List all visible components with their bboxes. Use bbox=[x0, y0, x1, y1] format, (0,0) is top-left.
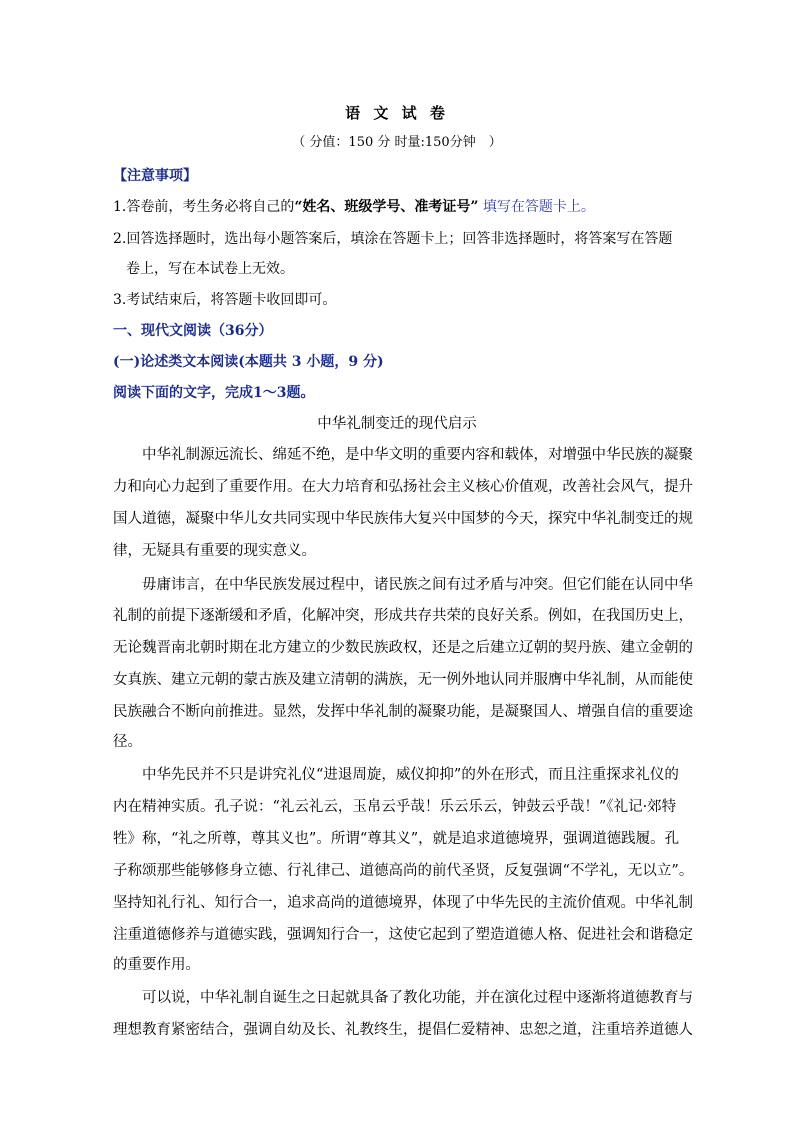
passage-line: 律，无疑具有重要的现实意义。 bbox=[113, 543, 316, 559]
notice-item-2-line-1: 2.回答选择题时，选出每小题答案后，填涂在答题卡上；回答非选择题时，将答案写在答题 bbox=[113, 231, 673, 247]
passage-line: 可以说，中华礼制自诞生之日起就具备了教化功能，并在演化过程中逐渐将道德教育与 bbox=[142, 990, 693, 1006]
section-subheading: (一)论述类文本阅读(本题共 3 小题，9 分) bbox=[113, 354, 384, 370]
notice-item-2-line-2: 卷上，写在本试卷上无效。 bbox=[126, 261, 294, 277]
passage-line: 中华先民并不只是讲究礼仪“进退周旋，威仪抑抑”的外在形式，而且注重探求礼仪的 bbox=[142, 767, 679, 783]
passage-line: 无论魏晋南北朝时期在北方建立的少数民族政权，还是之后建立辽朝的契丹族、建立金朝的 bbox=[113, 640, 693, 656]
section-instruction: 阅读下面的文字，完成1～3题。 bbox=[113, 385, 315, 401]
passage-line: 国人道德，凝聚中华儿女共同实现中华民族伟大复兴中国梦的今天，探究中华礼制变迁的规 bbox=[113, 511, 693, 527]
passage-line: 理想教育紧密结合，强调自幼及长、礼教终生，提倡仁爱精神、忠恕之道，注重培养道德人 bbox=[113, 1022, 693, 1038]
passage-line: 注重道德修养与道德实践，强调知行合一，这使它起到了塑造道德人格、促进社会和谐稳定 bbox=[113, 927, 693, 943]
passage-line: 径。 bbox=[113, 734, 142, 750]
passage-line: 坚持知礼行礼、知行合一，追求高尚的道德境界，体现了中华先民的主流价值观。中华礼制 bbox=[113, 895, 693, 911]
passage-line: 力和向心力起到了重要作用。在大力培育和弘扬社会主义核心价值观，改善社会风气，提升 bbox=[113, 479, 693, 495]
page-title: 语 文 试 卷 bbox=[345, 104, 449, 122]
score-time-info: （ 分值：150 分 时量:150分钟 ） bbox=[292, 135, 502, 150]
notice-item-3: 3.考试结束后，将答题卡收回即可。 bbox=[113, 292, 337, 308]
notice-item-1-suffix: 填写在答题卡上。 bbox=[478, 199, 595, 215]
section-heading: 一、现代文阅读（36分） bbox=[113, 323, 273, 339]
passage-line: 的重要作用。 bbox=[113, 957, 200, 973]
notice-item-1-prefix: 1.答卷前，考生务必将自己的 bbox=[113, 199, 295, 215]
passage-line: 牲》称，“礼之所尊，尊其义也”。所谓“尊其义”，就是追求道德境界，强调道德践履。孔 bbox=[113, 831, 680, 847]
notice-item-1 bbox=[113, 197, 595, 217]
passage-line: 中华礼制源远流长、绵延不绝，是中华文明的重要内容和载体，对增强中华民族的凝聚 bbox=[142, 447, 693, 463]
passage-line: 民族融合不断向前推进。显然，发挥中华礼制的凝聚功能，是凝聚国人、增强自信的重要途 bbox=[113, 704, 693, 720]
passage-title: 中华礼制变迁的现代启示 bbox=[317, 416, 477, 432]
passage-line: 子称颂那些能够修身立德、行礼律己、道德高尚的前代圣贤，反复强调“不学礼，无以立”。 bbox=[113, 863, 694, 879]
passage-line: 礼制的前提下逐渐缓和矛盾，化解冲突，形成共存共荣的良好关系。例如，在我国历史上， bbox=[113, 608, 693, 624]
passage-line: 内在精神实质。孔子说：“礼云礼云，玉帛云乎哉！乐云乐云，钟鼓云乎哉！”《礼记·郊特 bbox=[113, 799, 677, 815]
passage-line: 女真族、建立元朝的蒙古族及建立清朝的满族，无一例外地认同并服膺中华礼制，从而能使 bbox=[113, 672, 693, 688]
notice-item-1-bold: “姓名、班级学号、准考证号” bbox=[294, 199, 479, 215]
passage-line: 毋庸讳言，在中华民族发展过程中，诸民族之间有过矛盾与冲突。但它们能在认同中华 bbox=[142, 577, 693, 593]
notice-heading: 【注意事项】 bbox=[113, 168, 197, 184]
